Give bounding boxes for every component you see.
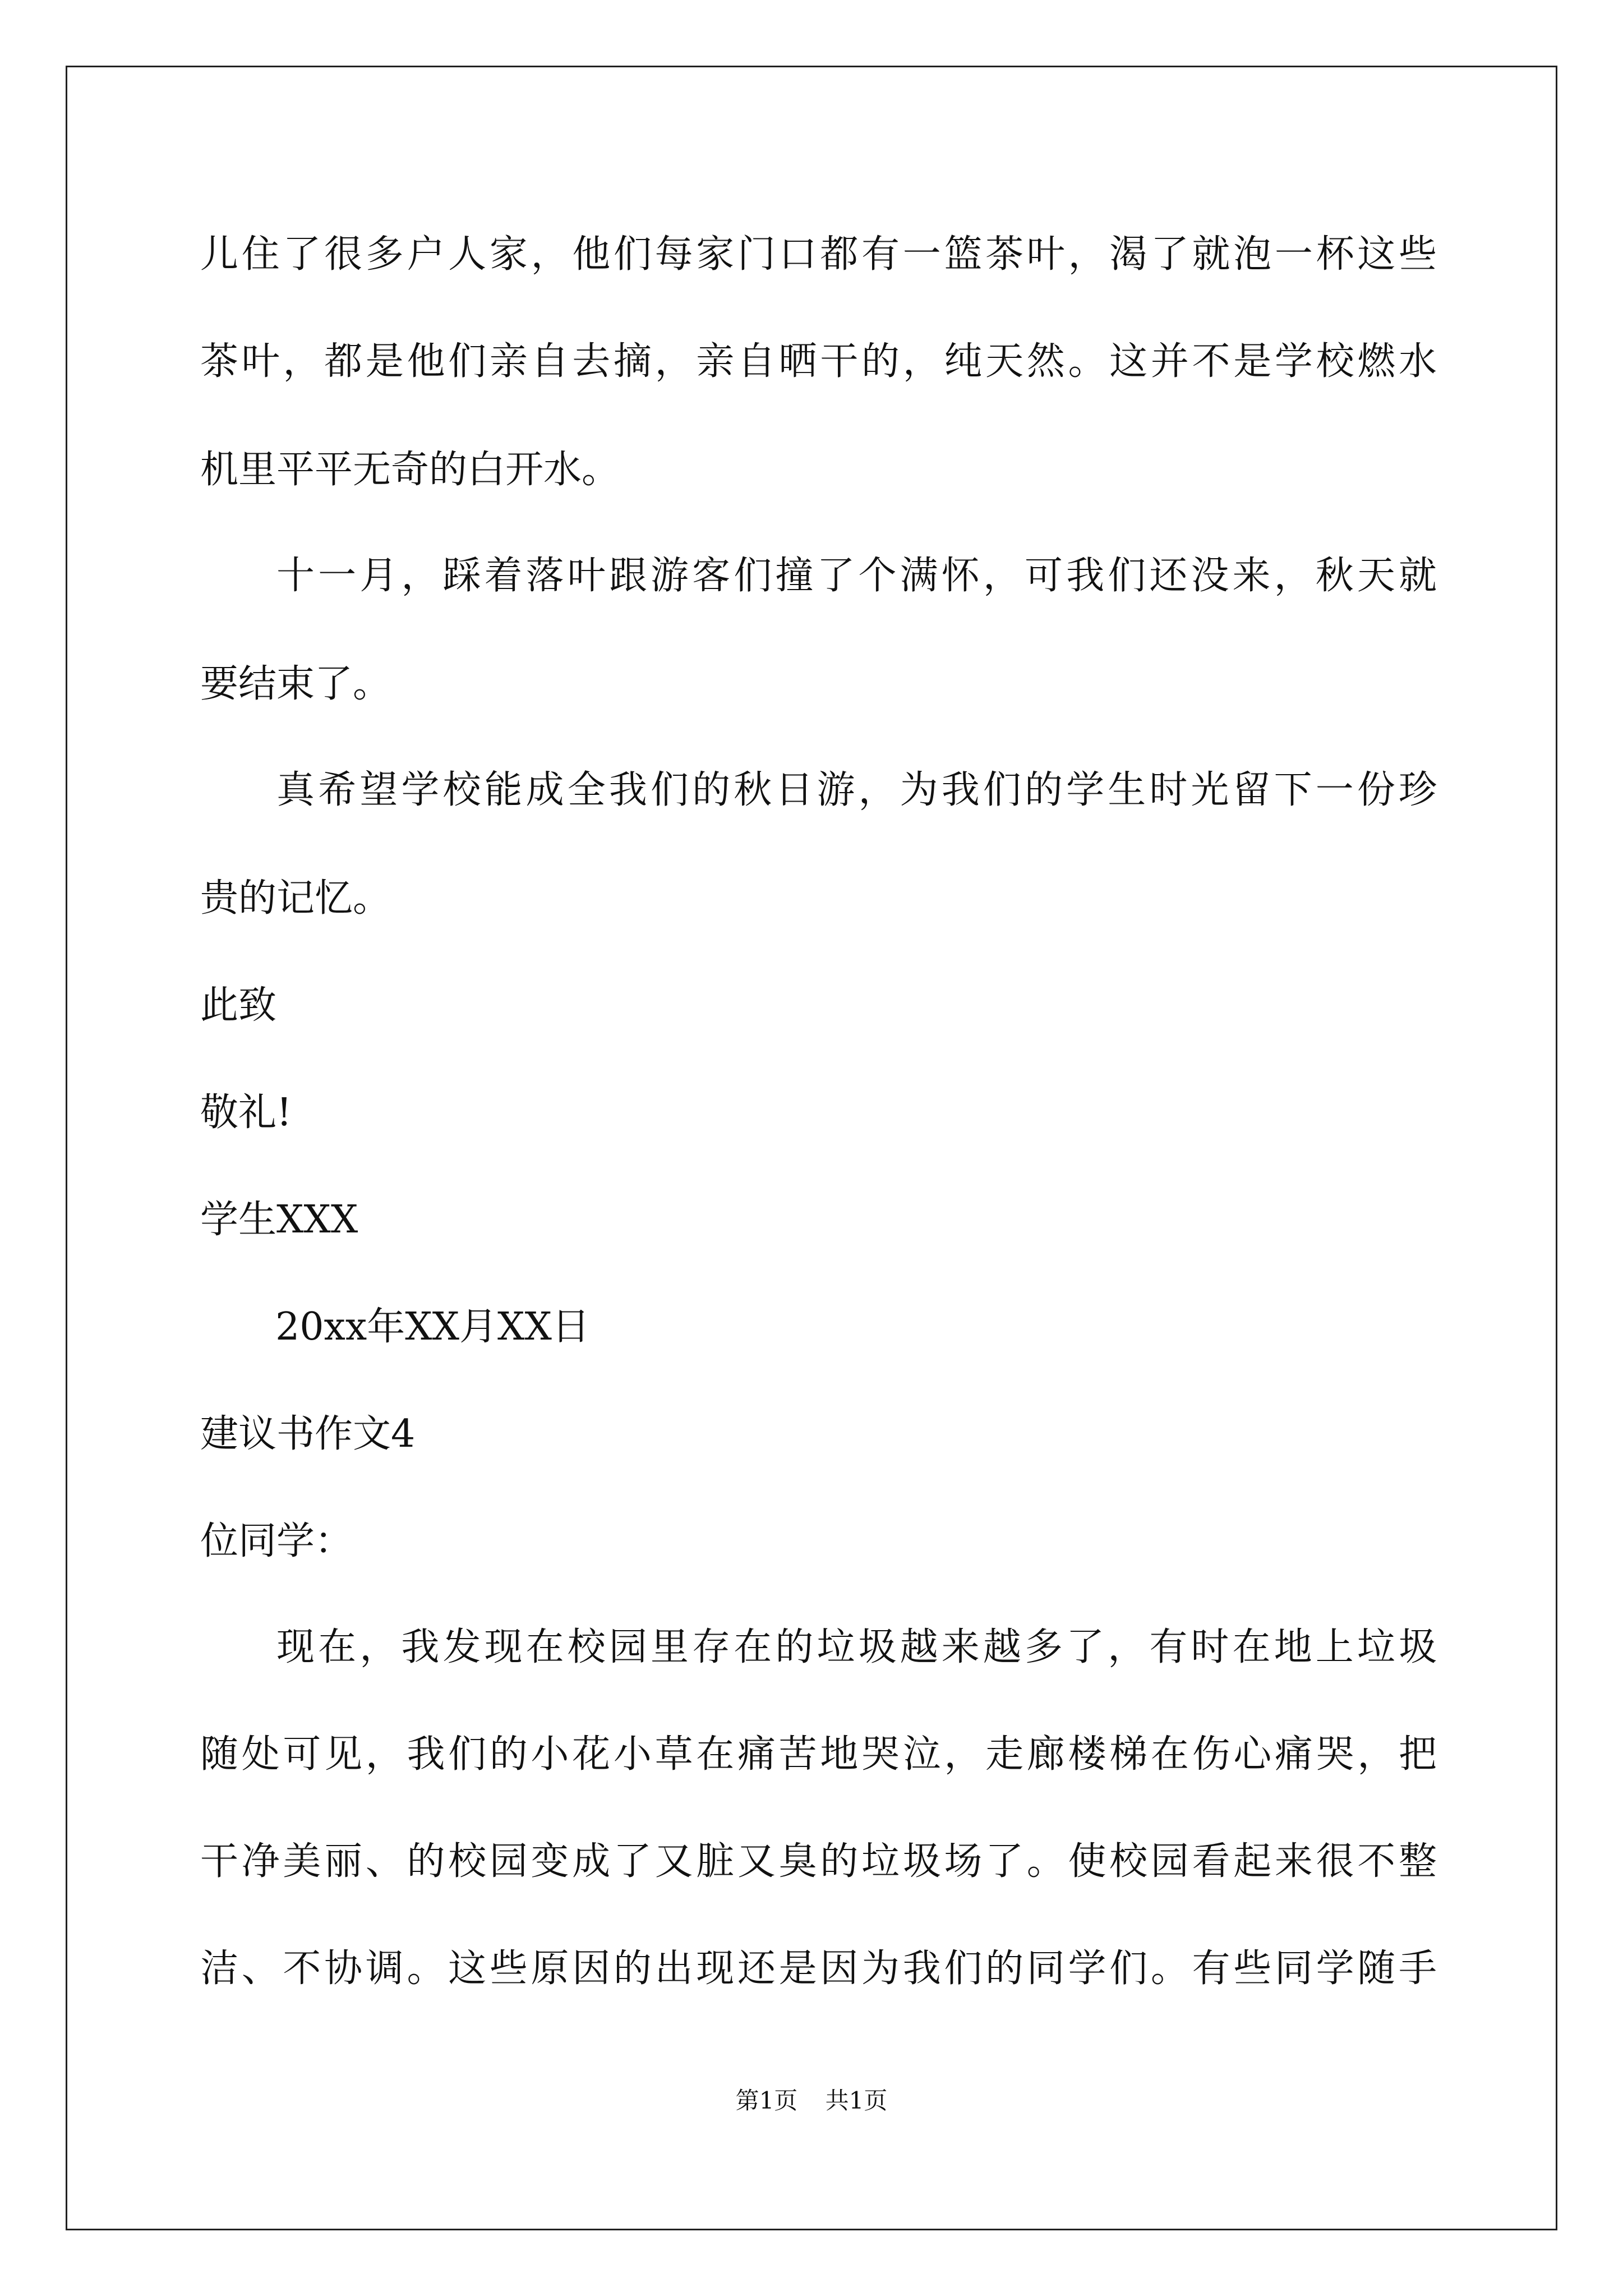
signature: 学生XXX <box>200 1197 358 1242</box>
text-line: 贵的记忆。 <box>200 876 391 921</box>
text-line: 要结束了。 <box>200 661 391 706</box>
paragraph-first-line: 现在，我发现在校园里存在的垃圾越来越多了，有时在地上垃圾 <box>276 1625 1437 1669</box>
section-title: 建议书作文4 <box>200 1411 416 1456</box>
closing-salutation: 此致 <box>200 983 277 1028</box>
text-line: 茶叶，都是他们亲自去摘，亲自晒干的，纯天然。这并不是学校燃水 <box>200 339 1437 384</box>
date-line: 20xx年XX月XX日 <box>275 1304 590 1349</box>
text-line: 随处可见，我们的小花小草在痛苦地哭泣，走廊楼梯在伤心痛哭，把 <box>200 1732 1437 1777</box>
page-footer <box>0 2082 1623 2116</box>
text-line: 机里平平无奇的白开水。 <box>200 447 620 492</box>
page-total: 共1页 <box>825 2087 888 2114</box>
text-line: 儿住了很多户人家，他们每家门口都有一篮茶叶，渴了就泡一杯这些 <box>200 232 1437 277</box>
document-body <box>200 202 1437 2023</box>
text-line: 干净美丽、的校园变成了又脏又臭的垃圾场了。使校园看起来很不整 <box>200 1839 1437 1884</box>
text-line: 洁、不协调。这些原因的出现还是因为我们的同学们。有些同学随手 <box>200 1947 1437 1991</box>
paragraph-first-line: 真希望学校能成全我们的秋日游，为我们的学生时光留下一份珍 <box>276 768 1437 812</box>
page-number: 第1页 <box>735 2087 798 2114</box>
paragraph-first-line: 十一月，踩着落叶跟游客们撞了个满怀，可我们还没来，秋天就 <box>276 554 1437 598</box>
closing-respect: 敬礼! <box>200 1090 292 1135</box>
greeting: 位同学： <box>200 1519 353 1563</box>
